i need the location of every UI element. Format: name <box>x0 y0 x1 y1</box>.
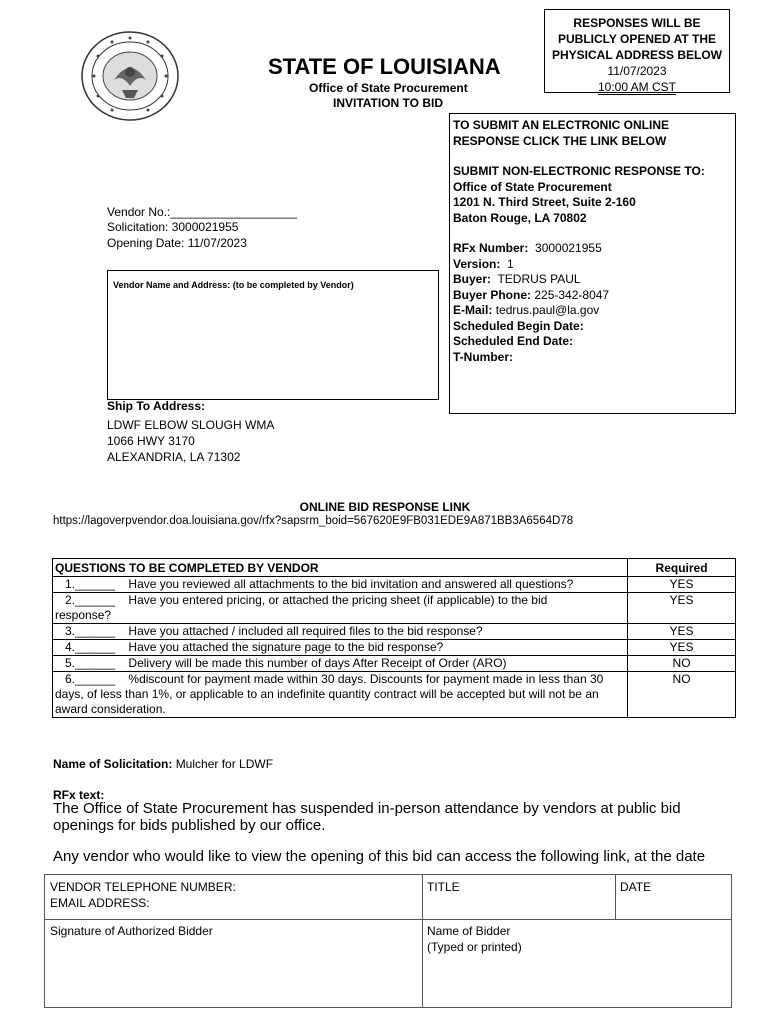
version-row <box>453 257 735 273</box>
non-electronic-heading: SUBMIT NON-ELECTRONIC RESPONSE TO: <box>453 164 705 178</box>
email-value[interactable]: tedrus.paul@la.gov <box>495 303 600 317</box>
question-text-continued: response? <box>55 608 112 622</box>
question-row <box>53 624 736 640</box>
question-text-continued: days, of less than 1%, or applicable to an indefinite quantity contract will be accepted but will not be an award consideration. <box>55 687 599 716</box>
question-number[interactable]: 2.______ <box>65 593 116 607</box>
buyer-phone-value: 225-342-8047 <box>534 287 610 302</box>
state-title: STATE OF LOUISIANA <box>268 54 501 79</box>
date-label[interactable]: DATE <box>620 880 652 894</box>
invitation-title: INVITATION TO BID <box>333 96 443 110</box>
vendor-number: Vendor No.:___________________ <box>107 205 298 219</box>
question-row <box>53 640 736 656</box>
solicitation-name-row <box>53 757 273 771</box>
question-text: Delivery will be made this number of days After Receipt of Order (ARO) <box>128 656 507 670</box>
signature-label[interactable]: Signature of Authorized Bidder <box>50 924 213 938</box>
questions-header: QUESTIONS TO BE COMPLETED BY VENDOR <box>53 559 628 577</box>
vendor-name-address-box[interactable] <box>107 270 439 400</box>
responses-line-3: PHYSICAL ADDRESS BELOW <box>551 48 722 62</box>
rfx-text-paragraph-2: Any vendor who would like to view the opening of this bid can access the following link, at the date <box>53 848 706 865</box>
question-required: YES <box>628 593 736 624</box>
vendor-telephone-label[interactable]: VENDOR TELEPHONE NUMBER: <box>50 880 236 894</box>
question-row <box>53 593 736 624</box>
scheduled-end-label: Scheduled End Date: <box>453 334 574 348</box>
required-header: Required <box>628 559 736 577</box>
version-label: Version: <box>453 256 501 271</box>
question-number[interactable]: 1.______ <box>65 577 116 591</box>
rfx-text-label: RFx text: <box>53 788 105 802</box>
responses-box <box>544 9 730 93</box>
bidder-name-label[interactable]: Name of Bidder <box>427 924 511 938</box>
responses-line-1: RESPONSES WILL BE <box>573 16 701 30</box>
question-text: Have you attached / included all required files to the bid response? <box>128 624 483 638</box>
electronic-line-1: TO SUBMIT AN ELECTRONIC ONLINE <box>453 118 669 132</box>
question-required: YES <box>628 577 736 593</box>
ship-to-label: Ship To Address: <box>107 399 206 413</box>
buyer-label: Buyer: <box>453 272 492 286</box>
question-text: %discount for payment made within 30 days. Discounts for payment made in less than 30 <box>128 672 604 686</box>
question-text: Have you attached the signature page to the bid response? <box>128 640 444 654</box>
electronic-line-2: RESPONSE CLICK THE LINK BELOW <box>453 133 667 148</box>
scheduled-begin-label: Scheduled Begin Date: <box>453 318 584 333</box>
question-number[interactable]: 6.______ <box>65 672 116 686</box>
email-row <box>453 303 735 319</box>
rfx-number-label: RFx Number: <box>453 241 529 255</box>
question-required: NO <box>672 672 691 686</box>
t-number-label: T-Number: <box>453 349 513 364</box>
email-label: E-Mail: <box>453 303 493 317</box>
version-value: 1 <box>507 256 514 271</box>
buyer-phone-row <box>453 288 735 304</box>
ship-to-line-3: ALEXANDRIA, LA 71302 <box>107 450 241 464</box>
question-number[interactable]: 5.______ <box>65 656 116 670</box>
buyer-value: TEDRUS PAUL <box>497 272 581 286</box>
rfx-text-paragraph-1: The Office of State Procurement has suspended in-person attendance by vendors at public bid openings for bids published by our office. <box>53 800 681 834</box>
address-line-1: Office of State Procurement <box>453 179 612 194</box>
solicitation-name-value: Mulcher for LDWF <box>175 757 274 771</box>
signature-table <box>44 874 732 1008</box>
responses-line-2: PUBLICLY OPENED AT THE <box>557 32 717 46</box>
questions-table <box>52 558 736 718</box>
opening-date: Opening Date: 11/07/2023 <box>107 236 247 250</box>
solicitation-number: Solicitation: 3000021955 <box>107 220 239 234</box>
question-row <box>53 656 736 672</box>
question-text: Have you entered pricing, or attached the pricing sheet (if applicable) to the bid <box>128 593 548 607</box>
submit-info-box <box>449 113 736 414</box>
state-seal <box>78 28 182 124</box>
rfx-number-value: 3000021955 <box>535 241 602 255</box>
question-required: YES <box>628 640 736 656</box>
vendor-box-label: Vendor Name and Address: (to be completed by Vendor) <box>113 280 354 290</box>
ship-to-line-1: LDWF ELBOW SLOUGH WMA <box>107 418 275 432</box>
responses-time: 10:00 AM CST <box>597 80 677 94</box>
question-required: NO <box>628 656 736 672</box>
question-number[interactable]: 3.______ <box>65 624 116 638</box>
rfx-number-row <box>453 241 735 257</box>
online-link-url[interactable]: https://lagoverpvendor.doa.louisiana.gov/rfx?sapsrm_boid=567620E9FB031EDE9A871BB3A6564D78 <box>53 515 574 527</box>
buyer-row <box>453 272 735 288</box>
question-row <box>53 577 736 593</box>
question-required: YES <box>628 624 736 640</box>
address-line-3: Baton Rouge, LA 70802 <box>453 210 587 225</box>
question-number[interactable]: 4.______ <box>65 640 116 654</box>
question-text: Have you reviewed all attachments to the bid invitation and answered all questions? <box>128 577 574 591</box>
title-label[interactable]: TITLE <box>427 880 460 894</box>
questions-header-row <box>53 559 736 577</box>
responses-date: 11/07/2023 <box>607 64 667 78</box>
online-link-title: ONLINE BID RESPONSE LINK <box>299 500 471 514</box>
email-address-label[interactable]: EMAIL ADDRESS: <box>50 896 150 910</box>
address-line-2: 1201 N. Third Street, Suite 2-160 <box>453 195 636 209</box>
bidder-name-sublabel: (Typed or printed) <box>427 940 522 954</box>
buyer-phone-label: Buyer Phone: <box>453 287 532 302</box>
solicitation-name-label: Name of Solicitation: <box>53 757 173 771</box>
office-name: Office of State Procurement <box>309 81 468 95</box>
ship-to-line-2: 1066 HWY 3170 <box>107 434 195 448</box>
question-row <box>53 672 736 718</box>
